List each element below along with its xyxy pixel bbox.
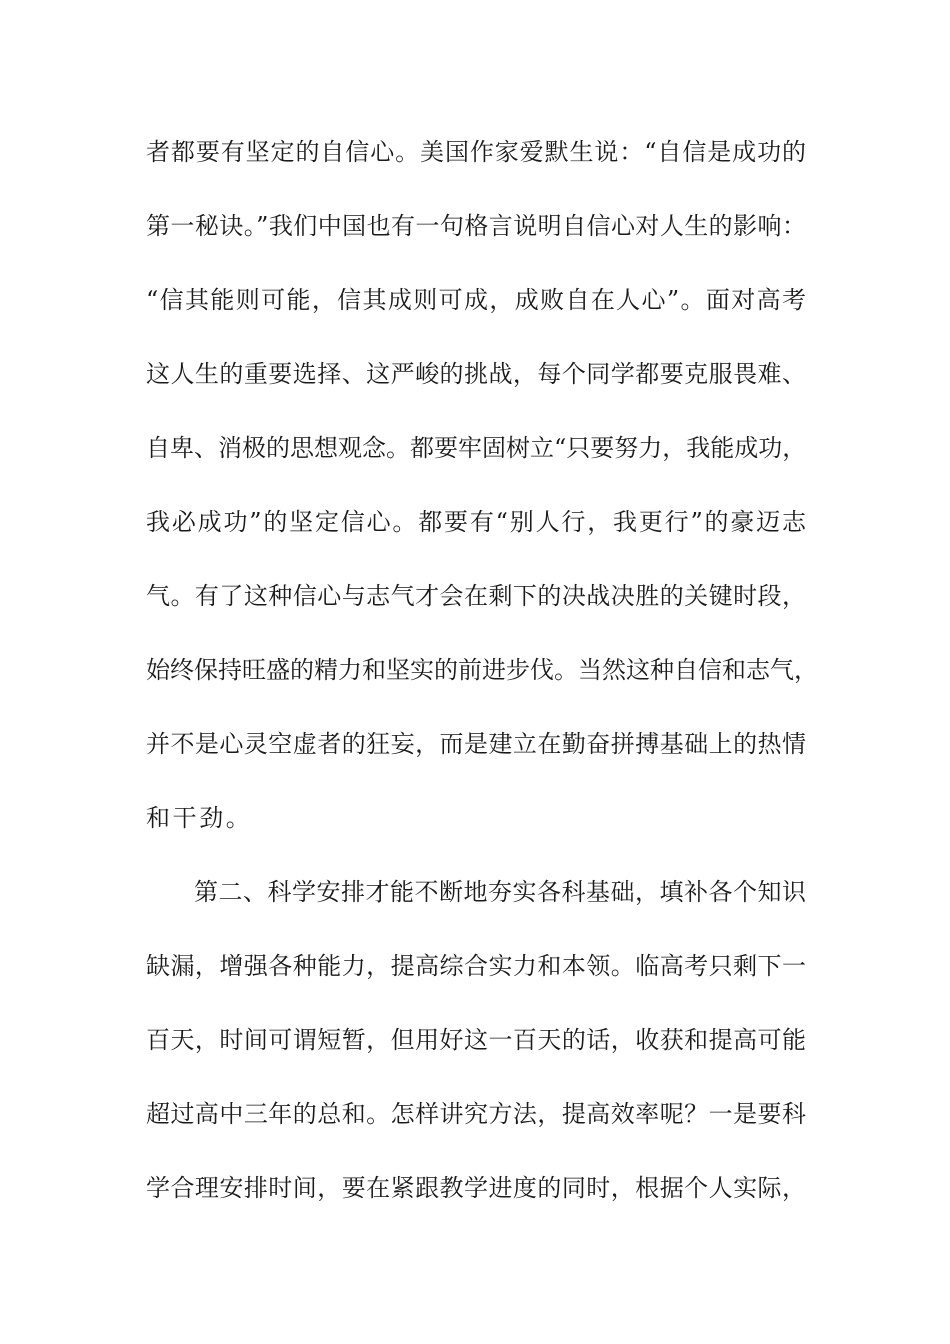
text-line: 这人生的重要选择、这严峻的挑战，每个同学都要克服畏难、 xyxy=(146,360,806,388)
text-line: 超过高中三年的总和。怎样讲究方法，提高效率呢？一是要科 xyxy=(146,1100,806,1128)
paragraph-first-line: 第二、科学安排才能不断地夯实各科基础，填补各个知识 xyxy=(194,878,806,906)
text-line: 百天，时间可谓短暂，但用好这一百天的话，收获和提高可能 xyxy=(146,1026,806,1054)
text-line: 自卑、消极的思想观念。都要牢固树立“只要努力，我能成功， xyxy=(146,434,807,462)
text-line: 和干劲。 xyxy=(146,804,253,832)
text-line: 学合理安排时间，要在紧跟教学进度的同时，根据个人实际， xyxy=(146,1174,806,1202)
text-line: 始终保持旺盛的精力和坚实的前进步伐。当然这种自信和志气， xyxy=(146,656,818,684)
text-line: 气。有了这种信心与志气才会在剩下的决战决胜的关键时段， xyxy=(146,582,806,610)
text-line: “信其能则可能，信其成则可成，成败自在人心”。面对高考 xyxy=(146,286,806,314)
text-line: 者都要有坚定的自信心。美国作家爱默生说：“自信是成功的 xyxy=(146,138,806,166)
text-line: 缺漏，增强各种能力，提高综合实力和本领。临高考只剩下一 xyxy=(146,952,806,980)
text-line: 第一秘诀。”我们中国也有一句格言说明自信心对人生的影响： xyxy=(146,212,806,240)
text-line: 我必成功”的坚定信心。都要有“别人行，我更行”的豪迈志 xyxy=(146,508,806,536)
text-line: 并不是心灵空虚者的狂妄，而是建立在勤奋拼搏基础上的热情 xyxy=(146,730,806,758)
